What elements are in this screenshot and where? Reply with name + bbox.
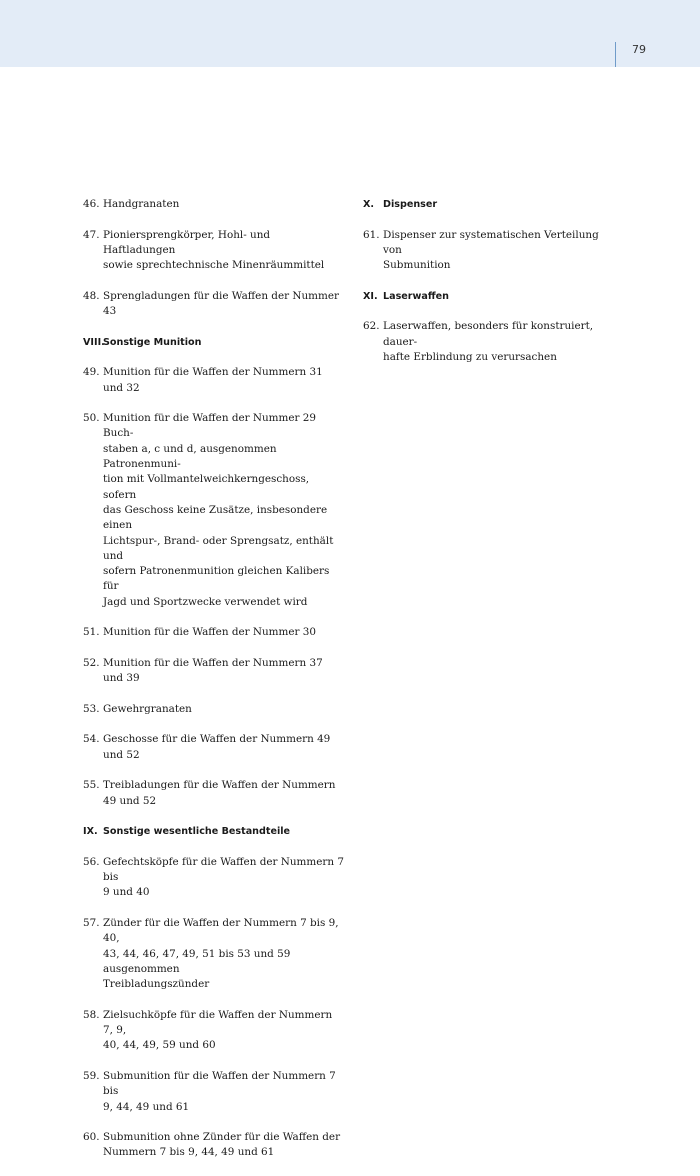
entry-line: 43, 44, 46, 47, 49, 51 bis 53 und 59 ausgenommen bbox=[103, 947, 291, 975]
list-entry-54 bbox=[83, 732, 345, 763]
list-entry-49 bbox=[83, 365, 345, 396]
entry-line: Zielsuchköpfe für die Waffen der Nummern 7, 9, bbox=[103, 1008, 333, 1037]
entry-number: 55. bbox=[83, 779, 100, 792]
list-entry-50 bbox=[83, 411, 345, 610]
entry-line: Treibladungen für die Waffen der Nummern bbox=[103, 779, 336, 792]
entry-text: Geschosse für die Waffen der Nummern 49 und 52 bbox=[103, 733, 331, 761]
entry-line: Jagd und Sportzwecke verwendet wird bbox=[103, 595, 308, 608]
list-entry-57 bbox=[83, 916, 345, 992]
entry-number: 47. bbox=[83, 228, 100, 241]
entry-line: staben a, c und d, ausgenommen Patronenmuni- bbox=[103, 442, 277, 471]
list-entry-47 bbox=[83, 228, 345, 274]
entry-line: Zünder für die Waffen der Nummern 7 bis 9, 40, bbox=[103, 916, 339, 945]
section-number: XI. bbox=[363, 290, 378, 302]
entry-line: Nummern 7 bis 9, 44, 49 und 61 bbox=[103, 1146, 275, 1159]
entry-line: 9 und 40 bbox=[103, 886, 150, 899]
section-heading-viii bbox=[83, 335, 345, 350]
list-entry-60 bbox=[83, 1130, 345, 1161]
entry-line: Laserwaffen, besonders für konstruiert, dauer- bbox=[383, 320, 594, 348]
entry-number: 48. bbox=[83, 289, 100, 302]
section-heading-ix bbox=[83, 824, 345, 839]
list-entry-52 bbox=[83, 656, 345, 687]
entry-text: Munition für die Waffen der Nummern 37 und 39 bbox=[103, 656, 323, 685]
entry-text: Munition für die Waffen der Nummern 31 und 32 bbox=[103, 366, 323, 394]
header-band bbox=[0, 0, 700, 67]
entry-number: 61. bbox=[363, 228, 380, 241]
list-entry-58 bbox=[83, 1008, 345, 1054]
section-title: Sonstige Munition bbox=[103, 336, 202, 348]
list-entry-61 bbox=[363, 228, 608, 274]
entry-line: 9, 44, 49 und 61 bbox=[103, 1100, 190, 1113]
entry-line: Treibladungszünder bbox=[103, 978, 210, 991]
section-title: Laserwaffen bbox=[383, 290, 449, 302]
entry-line: 49 und 52 bbox=[103, 794, 157, 807]
section-title: Dispenser bbox=[383, 199, 438, 210]
section-number: IX. bbox=[83, 826, 98, 838]
list-entry-55 bbox=[83, 778, 345, 809]
entry-text: Handgranaten bbox=[103, 198, 180, 210]
list-entry-56 bbox=[83, 855, 345, 901]
entry-number: 50. bbox=[83, 412, 100, 425]
entry-line: Submunition bbox=[383, 259, 451, 272]
entry-line: Pioniersprengkörper, Hohl- und Haftladungen bbox=[103, 228, 271, 256]
entry-line: Dispenser zur systematischen Verteilung von bbox=[383, 228, 599, 256]
entry-number: 52. bbox=[83, 656, 100, 669]
entry-line: sowie sprechtechnische Minenräummittel bbox=[103, 259, 325, 272]
entry-number: 58. bbox=[83, 1008, 100, 1021]
entry-number: 54. bbox=[83, 733, 100, 746]
entry-number: 56. bbox=[83, 855, 100, 868]
entry-number: 59. bbox=[83, 1069, 100, 1082]
list-entry-51 bbox=[83, 625, 345, 640]
entry-line: sofern Patronenmunition gleichen Kalibers für bbox=[103, 565, 330, 593]
entry-text: Munition für die Waffen der Nummer 30 bbox=[103, 626, 317, 639]
entry-number: 57. bbox=[83, 916, 100, 929]
entry-line: Submunition ohne Zünder für die Waffen der bbox=[103, 1131, 341, 1144]
entry-line: Lichtspur-, Brand- oder Sprengsatz, enthält und bbox=[103, 534, 334, 562]
header-rule bbox=[615, 42, 616, 67]
entry-line: Submunition für die Waffen der Nummern 7 bis bbox=[103, 1069, 336, 1098]
entry-number: 60. bbox=[83, 1131, 100, 1144]
entry-text: Sprengladungen für die Waffen der Nummer 43 bbox=[103, 289, 339, 318]
entry-text: Gewehrgranaten bbox=[103, 702, 192, 715]
entry-line: Gefechtsköpfe für die Waffen der Nummern 7 bis bbox=[103, 855, 344, 884]
list-entry-62 bbox=[363, 319, 608, 365]
list-entry-46 bbox=[83, 197, 345, 212]
entry-number: 62. bbox=[363, 320, 380, 333]
list-entry-59 bbox=[83, 1069, 345, 1115]
right-column bbox=[363, 197, 608, 381]
entry-number: 53. bbox=[83, 702, 100, 715]
entry-number: 46. bbox=[83, 198, 100, 210]
left-column bbox=[83, 197, 345, 1176]
entry-line: hafte Erblindung zu verursachen bbox=[383, 350, 557, 363]
page-number: 79 bbox=[632, 43, 646, 56]
entry-line: Munition für die Waffen der Nummer 29 Buch- bbox=[103, 412, 317, 440]
section-number: X. bbox=[363, 199, 375, 210]
section-heading-xi bbox=[363, 289, 608, 304]
entry-line: tion mit Vollmantelweichkerngeschoss, sofern bbox=[103, 473, 310, 501]
entry-line: das Geschoss keine Zusätze, insbesondere einen bbox=[103, 503, 328, 532]
list-entry-53 bbox=[83, 702, 345, 717]
section-title: Sonstige wesentliche Bestandteile bbox=[103, 826, 291, 838]
section-number: VIII. bbox=[83, 336, 105, 348]
entry-number: 49. bbox=[83, 366, 100, 379]
section-heading-x bbox=[363, 197, 608, 212]
entry-line: 40, 44, 49, 59 und 60 bbox=[103, 1039, 216, 1052]
list-entry-48 bbox=[83, 289, 345, 320]
entry-number: 51. bbox=[83, 626, 100, 639]
